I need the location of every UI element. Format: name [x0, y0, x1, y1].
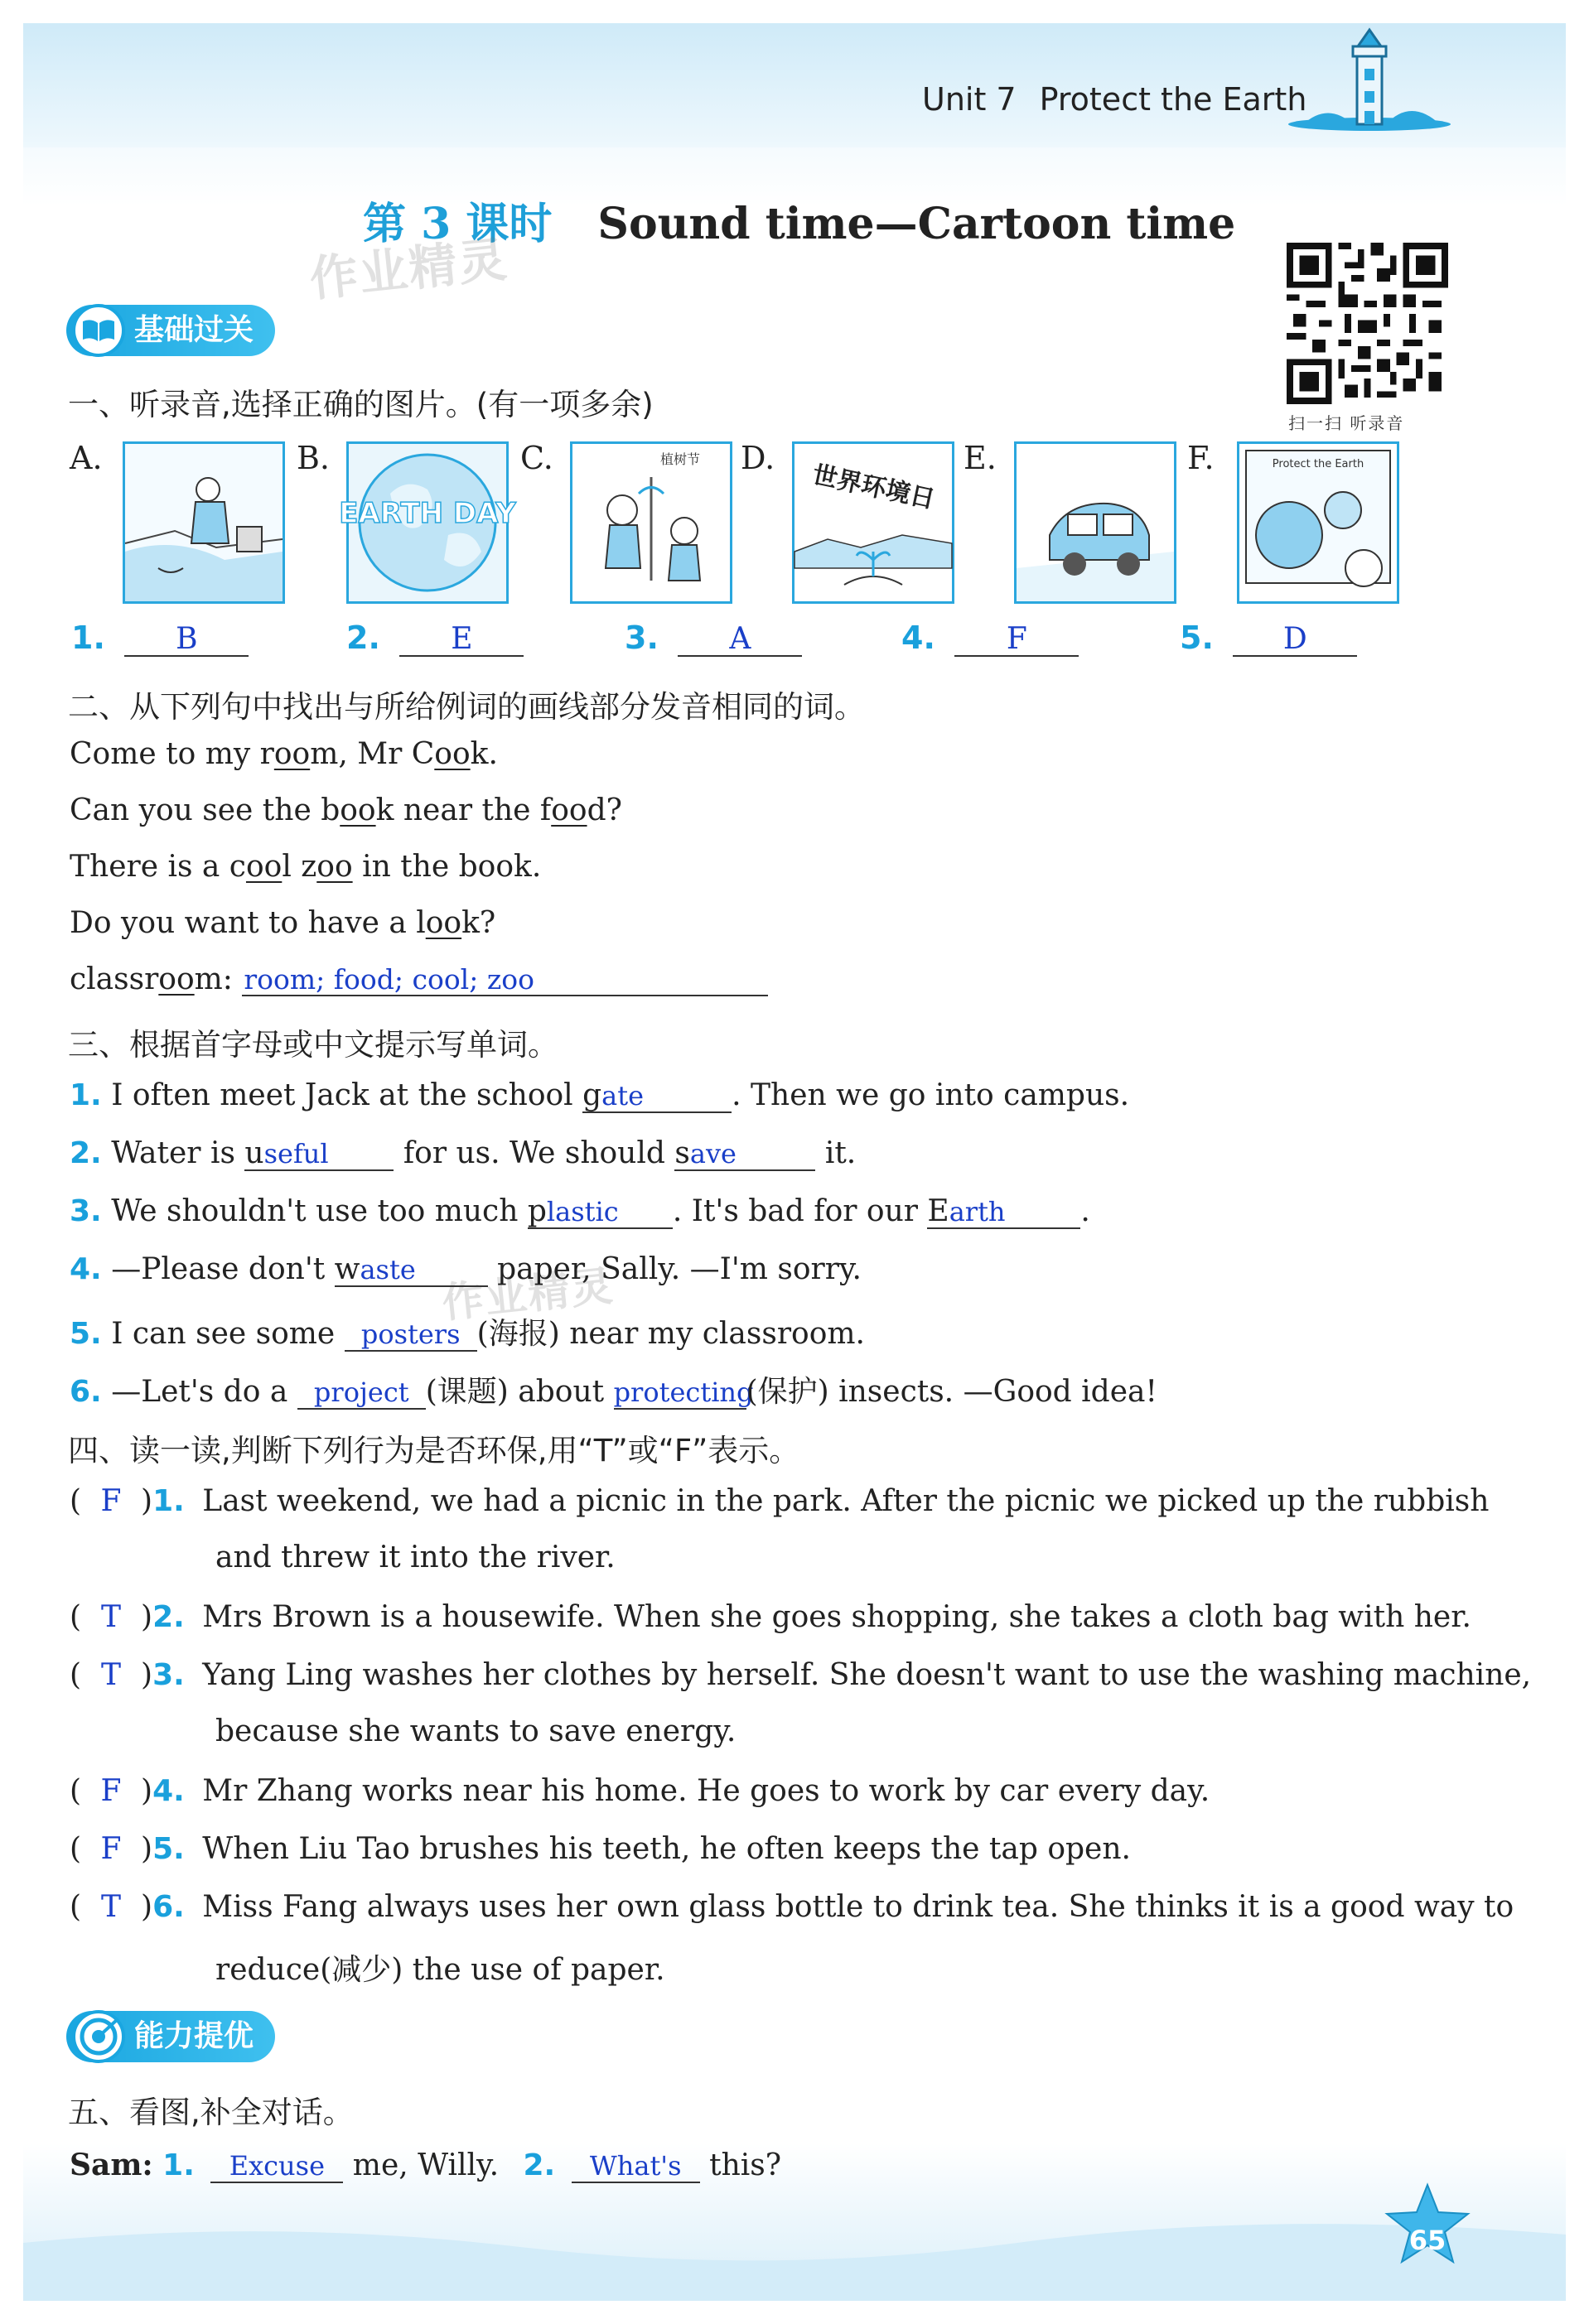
earth-day-text: EARTH DAY [339, 497, 516, 530]
answer-blank[interactable]: Excuse [210, 2150, 343, 2183]
pic-label: E. [964, 440, 997, 476]
part1-answer-5: 5. D [1180, 620, 1357, 657]
judge-answer[interactable]: F [100, 1774, 122, 1808]
answer-blank[interactable]: posters [345, 1319, 477, 1352]
page-number: 65 [1408, 2225, 1447, 2256]
part4-item-6-cont: reduce(减少) the use of paper. [215, 1953, 665, 1987]
person-polluting-water-image [123, 441, 285, 604]
tree-day-text: 植树节 [659, 451, 701, 467]
section-badge-basic [66, 305, 275, 356]
part1-heading: 一、听录音,选择正确的图片。(有一项多余) [68, 387, 654, 422]
judge-answer[interactable]: T [101, 1600, 122, 1634]
part3-item-6: 6. —Let's do a project (课题) about protecting(保护) insects. —Good idea! [70, 1375, 1157, 1409]
part4-item-1: ( F )1. Last weekend, we had a picnic in the park. After the picnic we picked up the rubbish [70, 1484, 1490, 1518]
unit-number: Unit 7 [922, 81, 1017, 118]
answer-blank[interactable]: A [678, 624, 802, 657]
answer-blank[interactable]: waste [335, 1254, 488, 1287]
poster-image [1237, 441, 1399, 604]
part4-item-5: ( F )5. When Liu Tao brushes his teeth, he often keeps the tap open. [70, 1832, 1131, 1866]
section-badge-label: 基础过关 [134, 313, 254, 347]
unit-title [922, 81, 1306, 118]
earth-day-image [339, 441, 516, 604]
answer-blank[interactable]: room; food; cool; zoo [242, 966, 768, 996]
part5-heading: 五、看图,补全对话。 [68, 2095, 354, 2130]
part1-answer-2: 2. E [346, 620, 524, 657]
watermark: 作业精灵 [439, 1261, 616, 1328]
footer-wave [23, 2210, 1566, 2301]
answer-blank[interactable]: plastic [528, 1196, 673, 1229]
page [23, 23, 1566, 2301]
qr-code-icon[interactable] [1287, 243, 1448, 404]
lighthouse-icon [1287, 23, 1452, 131]
part3-item-1: 1. I often meet Jack at the school gate . Then we go into campus. [70, 1078, 1130, 1112]
judge-answer[interactable]: T [101, 1890, 122, 1924]
target-icon [71, 2009, 126, 2064]
answer-blank[interactable]: Earth [927, 1196, 1080, 1229]
answer-blank[interactable]: protecting [613, 1377, 754, 1408]
part2-sentence: Do you want to have a look? [70, 906, 496, 940]
part5-dialogue: Sam: 1. Excuse me, Willy. 2. What's this? [70, 2148, 782, 2182]
judge-answer[interactable]: T [101, 1658, 122, 1692]
part2-sentence: There is a cool zoo in the book. [70, 850, 542, 884]
lesson-cn-title: 第 3 课时 [363, 199, 553, 249]
environment-day-text: 世界环境日 [809, 460, 938, 515]
part2-answer-line: classroom: room; food; cool; zoo [70, 962, 768, 996]
part3-item-3: 3. We shouldn't use too much plastic . It's bad for our Earth . [70, 1194, 1090, 1228]
answer-blank[interactable]: D [1233, 624, 1357, 657]
part4-item-2: ( T )2. Mrs Brown is a housewife. When she goes shopping, she takes a cloth bag with her. [70, 1600, 1471, 1634]
answer-blank[interactable]: gate [582, 1080, 732, 1113]
lesson-en-title: Sound time—Cartoon time [597, 199, 1236, 249]
part4-item-3: ( T )3. Yang Ling washes her clothes by herself. She doesn't want to use the washing machine, [70, 1658, 1532, 1692]
pic-label: D. [741, 440, 775, 476]
answer-blank[interactable]: F [954, 624, 1079, 657]
pic-label: C. [520, 440, 553, 476]
part4-item-1-cont: and threw it into the river. [215, 1540, 616, 1574]
speaker-name: Sam: [70, 2148, 153, 2182]
part2-heading: 二、从下列句中找出与所给例词的画线部分发音相同的词。 [68, 689, 865, 725]
watermark: 作业精灵 [307, 230, 511, 308]
part3-item-2: 2. Water is useful for us. We should save it. [70, 1136, 857, 1170]
section-badge-label: 能力提优 [134, 2019, 254, 2053]
poster-text: Protect the Earth [1272, 458, 1364, 470]
answer-blank[interactable]: project [297, 1377, 426, 1410]
section-badge-advanced [66, 2011, 275, 2062]
part2-sentence: Come to my room, Mr Cook. [70, 737, 498, 771]
pic-label: B. [297, 440, 331, 476]
world-environment-day-image [792, 441, 954, 604]
unit-name: Protect the Earth [1039, 81, 1307, 118]
answer-blank[interactable]: E [399, 624, 524, 657]
part2-sentence: Can you see the book near the food? [70, 793, 622, 827]
judge-answer[interactable]: F [100, 1484, 122, 1518]
qr-caption: 扫一扫 听录音 [1288, 413, 1405, 433]
part4-item-4: ( F )4. Mr Zhang works near his home. He goes to work by car every day. [70, 1774, 1210, 1808]
part4-item-3-cont: because she wants to save energy. [215, 1714, 737, 1748]
part1-answer-3: 3. A [625, 620, 802, 657]
part3-item-5: 5. I can see some posters (海报) near my classroom. [70, 1317, 865, 1351]
car-traffic-image [1014, 441, 1176, 604]
pic-label: A. [70, 440, 103, 476]
part1-answer-4: 4. F [901, 620, 1079, 657]
answer-blank[interactable]: B [124, 624, 249, 657]
answer-blank[interactable]: useful [244, 1138, 394, 1171]
part3-item-4: 4. —Please don't waste paper, Sally. —I'm sorry. [70, 1252, 862, 1286]
judge-answer[interactable]: F [100, 1832, 122, 1866]
part1-answer-1: 1. B [71, 620, 249, 657]
book-icon [71, 303, 126, 358]
answer-blank[interactable]: What's [572, 2150, 700, 2183]
part4-item-6: ( T )6. Miss Fang always uses her own glass bottle to drink tea. She thinks it is a good way to [70, 1890, 1514, 1924]
tree-planting-image [570, 441, 732, 604]
answer-blank[interactable]: save [674, 1138, 815, 1171]
part4-heading: 四、读一读,判断下列行为是否环保,用“T”或“F”表示。 [68, 1433, 800, 1468]
part3-heading: 三、根据首字母或中文提示写单词。 [68, 1027, 558, 1063]
pic-label: F. [1187, 440, 1215, 476]
